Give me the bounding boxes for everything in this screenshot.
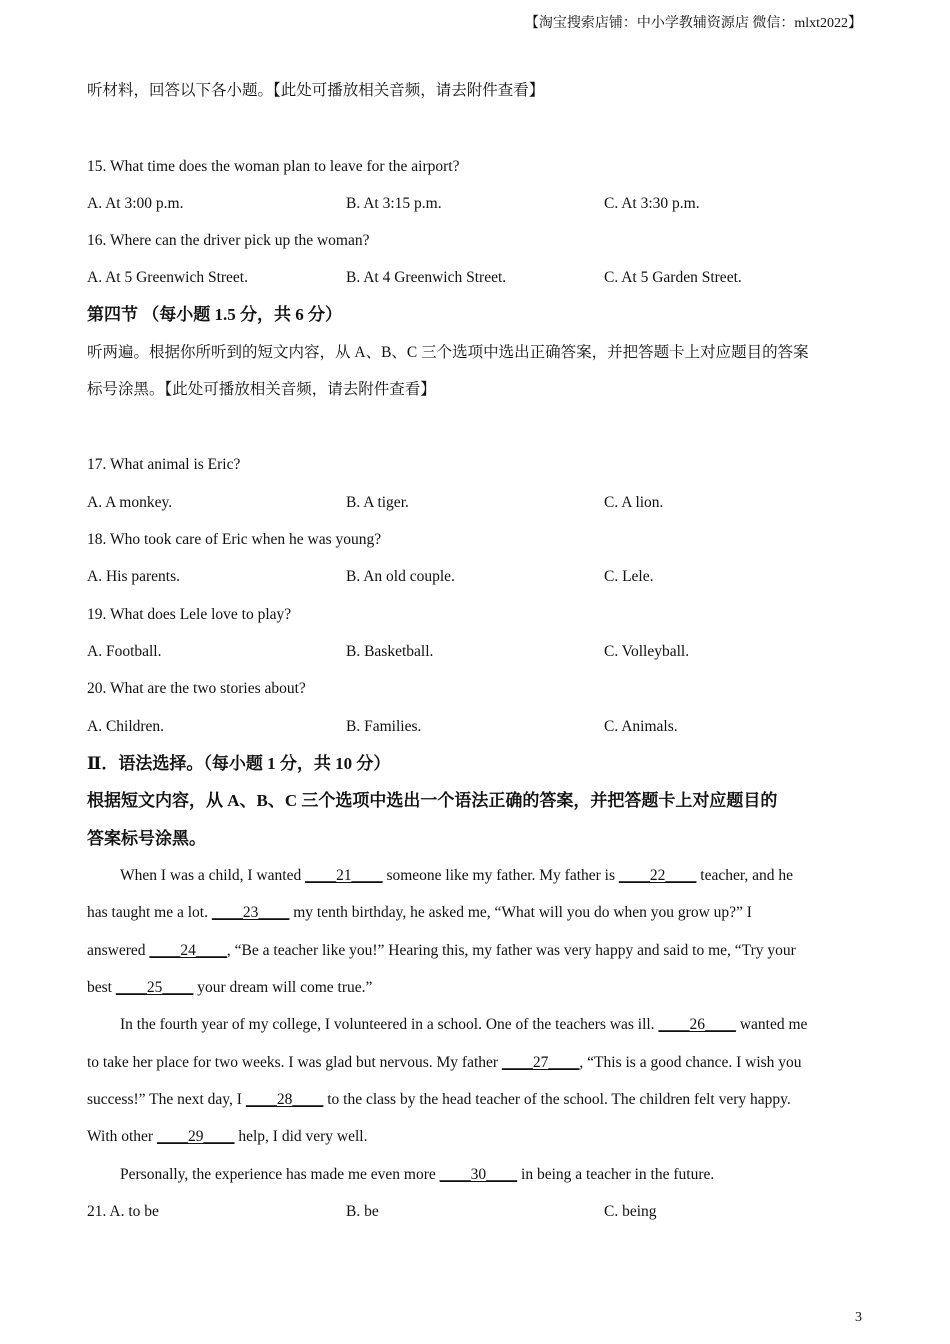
option-21-a: 21. A. to be [87, 1203, 159, 1220]
option-17-c: C. A lion. [604, 494, 664, 511]
option-20-c: C. Animals. [604, 718, 678, 735]
option-18-b: B. An old couple. [346, 568, 455, 585]
grammar-title: Ⅱ．语法选择。（每小题 1 分，共 10 分） [87, 754, 391, 773]
section-4-title: 第四节 （每小题 1.5 分，共 6 分） [87, 305, 342, 324]
option-19-b: B. Basketball. [346, 643, 434, 660]
option-15-c: C. At 3:30 p.m. [604, 195, 700, 212]
passage-line: best ____25____ your dream will come true.” [87, 979, 373, 996]
option-19-a: A. Football. [87, 643, 162, 660]
passage-line: to take her place for two weeks. I was glad but nervous. My father ____27____, “This is a good chance. I wish you [87, 1054, 802, 1071]
section-4-instruction-2: 标号涂黑。【此处可播放相关音频，请去附件查看】 [87, 381, 436, 398]
option-16-a: A. At 5 Greenwich Street. [87, 269, 248, 286]
blank-23: ____23____ [211, 904, 290, 921]
passage-line: Personally, the experience has made me even more ____30____ in being a teacher in the future. [120, 1166, 715, 1183]
blank-22: ____22____ [618, 867, 697, 884]
blank-25: ____25____ [115, 979, 194, 996]
question-19: 19. What does Lele love to play? [87, 606, 292, 623]
blank-26: ____26____ [658, 1016, 736, 1033]
blank-21: ____21____ [305, 867, 383, 884]
option-21-b: B. be [346, 1203, 379, 1220]
option-16-c: C. At 5 Garden Street. [604, 269, 742, 286]
option-15-a: A. At 3:00 p.m. [87, 195, 184, 212]
section-4-instruction-1: 听两遍。根据你所听到的短文内容，从 A、B、C 三个选项中选出正确答案，并把答题卡上对应题目的答案 [87, 344, 809, 361]
question-17: 17. What animal is Eric? [87, 456, 241, 473]
passage-line: When I was a child, I wanted ____21____ someone like my father. My father is ____22____ teacher, and he [120, 867, 794, 884]
option-18-c: C. Lele. [604, 568, 654, 585]
blank-30: ____30____ [439, 1166, 518, 1183]
option-17-a: A. A monkey. [87, 494, 173, 511]
passage-line: has taught me a lot. ____23____ my tenth birthday, he asked me, “What will you do when you grow up?” I [87, 904, 752, 921]
listening-intro: 听材料，回答以下各小题。【此处可播放相关音频，请去附件查看】 [87, 82, 545, 99]
option-17-b: B. A tiger. [346, 494, 409, 511]
option-20-b: B. Families. [346, 718, 422, 735]
option-15-b: B. At 3:15 p.m. [346, 195, 442, 212]
blank-29: ____29____ [156, 1128, 235, 1145]
question-20: 20. What are the two stories about? [87, 680, 306, 697]
passage-line: answered ____24____, “Be a teacher like you!” Hearing this, my father was very happy and said to me, “Try your [87, 942, 796, 959]
blank-28: ____28____ [245, 1091, 324, 1108]
question-15: 15. What time does the woman plan to leave for the airport? [87, 158, 460, 175]
option-18-a: A. His parents. [87, 568, 180, 585]
page-header: 【淘宝搜索店铺：中小学教辅资源店 微信：mlxt2022】 [524, 16, 862, 31]
option-16-b: B. At 4 Greenwich Street. [346, 269, 507, 286]
passage-line: In the fourth year of my college, I volunteered in a school. One of the teachers was ill. ____26____ wanted me [120, 1016, 808, 1033]
question-16: 16. Where can the driver pick up the woman? [87, 232, 370, 249]
passage-line: With other ____29____ help, I did very well. [87, 1128, 368, 1145]
option-20-a: A. Children. [87, 718, 165, 735]
grammar-instruction-2: 答案标号涂黑。 [87, 829, 206, 848]
blank-27: ____27____ [501, 1054, 580, 1071]
blank-24: ____24____ [149, 942, 227, 959]
question-18: 18. Who took care of Eric when he was young? [87, 531, 382, 548]
page-number: 3 [855, 1310, 862, 1325]
option-19-c: C. Volleyball. [604, 643, 690, 660]
grammar-instruction-1: 根据短文内容，从 A、B、C 三个选项中选出一个语法正确的答案，并把答题卡上对应题目的 [87, 791, 778, 810]
option-21-c: C. being [604, 1203, 657, 1220]
passage-line: success!” The next day, I ____28____ to the class by the head teacher of the school. The children felt very happy. [87, 1091, 791, 1108]
